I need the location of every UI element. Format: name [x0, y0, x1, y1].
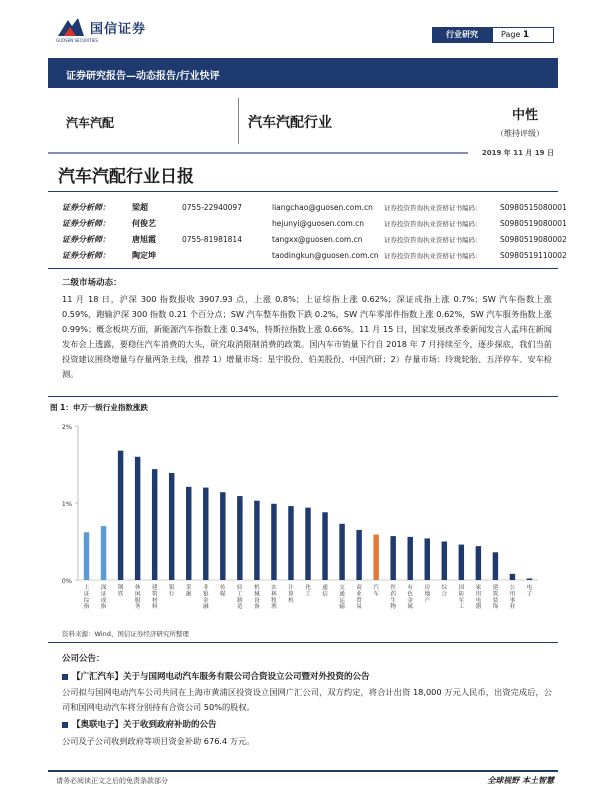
y-tick-label: 2%	[61, 423, 72, 431]
analyst-email[interactable]: tangxx@guosen.com.cn	[272, 235, 363, 244]
x-tick-label	[390, 583, 396, 610]
cert-label: 证券投资咨询执业资格证书编码：	[384, 204, 482, 212]
x-tick-char: 工	[305, 591, 311, 598]
x-tick-char: 务	[134, 604, 141, 611]
bar	[118, 451, 123, 580]
x-tick-char: 媒	[220, 591, 226, 598]
divider	[48, 396, 558, 397]
bar	[186, 487, 191, 580]
sector-row	[48, 92, 558, 152]
x-tick-char: 渔	[271, 604, 277, 611]
cert-number: S0980519110002	[500, 251, 567, 260]
report-date: 2019 年 11 月 19 日	[481, 149, 554, 157]
figure-source: 资料来源：Wind、国信证券经济研究所整理	[62, 630, 189, 638]
x-tick-char: 电	[526, 585, 533, 591]
date-line	[48, 148, 558, 158]
bullet-icon	[62, 674, 68, 680]
x-tick-char: 防	[458, 591, 465, 598]
bar-chart	[48, 414, 558, 624]
x-tick-char: 指	[100, 604, 107, 611]
x-tick-char: 金	[202, 597, 209, 604]
page-indicator	[492, 27, 554, 43]
x-tick-char: 色	[407, 591, 414, 598]
rating-note: （维持评级）	[496, 129, 544, 138]
x-tick-char: 汽	[373, 585, 379, 591]
bar	[84, 532, 89, 580]
x-tick-label	[493, 583, 499, 610]
x-tick-char: 建	[492, 585, 499, 591]
x-tick-char: 指	[83, 604, 90, 611]
x-tick-char: 掘	[185, 591, 192, 598]
banner-text: 证券研究报告—动态报告/行业快评	[66, 71, 220, 82]
bar	[442, 542, 447, 581]
analyst-role: 证券分析师：	[62, 235, 110, 244]
x-tick-label	[135, 583, 141, 610]
x-tick-char: 业	[509, 604, 516, 611]
bar	[373, 535, 378, 580]
x-tick-char: 融	[202, 604, 209, 611]
x-tick-label	[271, 583, 277, 610]
x-tick-char: 通	[339, 591, 345, 598]
x-tick-char: 医	[390, 585, 396, 591]
x-tick-char: 传	[220, 585, 226, 591]
x-tick-char: 运	[339, 597, 345, 604]
x-tick-char: 深	[100, 585, 107, 591]
x-tick-char: 休	[134, 585, 141, 591]
x-tick-char: 轻	[237, 585, 243, 591]
analyst-list	[62, 202, 567, 266]
x-tick-label	[441, 583, 447, 597]
x-tick-label	[407, 583, 413, 610]
x-tick-char: 设	[254, 597, 260, 604]
x-tick-char: 制	[237, 597, 243, 604]
x-tick-char: 综	[441, 585, 448, 591]
x-tick-char: 材	[151, 597, 158, 604]
company-logo	[56, 16, 146, 38]
x-tick-char: 机	[254, 585, 260, 591]
report-banner	[48, 58, 558, 88]
x-tick-label	[169, 583, 175, 597]
bar	[510, 574, 515, 580]
x-tick-label	[459, 583, 465, 610]
x-tick-char: 上	[83, 585, 90, 591]
x-tick-char: 药	[390, 591, 396, 598]
bar	[288, 506, 293, 580]
analyst-role: 证券分析师：	[62, 251, 110, 260]
company-heading: 公司公告：	[62, 654, 105, 664]
market-heading: 二级市场动态：	[62, 278, 122, 288]
x-tick-char: 商	[356, 585, 362, 591]
bar	[169, 473, 174, 580]
analyst-name: 陶定坤	[132, 251, 156, 260]
x-tick-char: 通	[322, 585, 328, 591]
page-label: Page	[501, 30, 521, 39]
industry-name: 汽车汽配行业	[248, 115, 332, 131]
bar	[356, 530, 361, 580]
x-tick-char: 机	[288, 597, 294, 604]
figure-caption: 图 1：申万一级行业指数涨跌	[50, 403, 148, 412]
x-tick-char: 贸	[356, 597, 362, 604]
analyst-role: 证券分析师：	[62, 203, 110, 212]
analyst-row	[62, 202, 567, 218]
x-tick-char: 化	[305, 585, 311, 591]
analyst-row	[62, 218, 567, 234]
bar	[339, 524, 344, 580]
logo-subtext: GUOSEN SECURITIES	[56, 38, 98, 43]
x-tick-char: 工	[237, 591, 243, 598]
report-title: 汽车汽配行业日报	[58, 167, 194, 187]
x-tick-label	[220, 583, 226, 597]
footer-slogan: 全球视野 本土智慧	[487, 776, 554, 785]
bar	[135, 457, 140, 580]
page-number: 1	[522, 30, 530, 40]
report-type-tag: 行业研究	[432, 27, 492, 43]
x-tick-char: 算	[288, 591, 294, 598]
y-tick-label: 1%	[61, 500, 72, 508]
x-tick-label	[118, 583, 124, 597]
announcement-title	[62, 718, 217, 730]
bar	[271, 504, 276, 580]
x-tick-label	[373, 583, 379, 597]
announcement-title	[62, 670, 370, 682]
x-tick-char: 家	[475, 585, 482, 591]
cert-label: 证券投资咨询执业资格证书编码：	[384, 236, 482, 244]
x-tick-char: 钢	[117, 585, 124, 591]
x-tick-char: 牧	[271, 597, 277, 604]
bar	[493, 552, 498, 580]
x-tick-char: 车	[373, 591, 379, 598]
x-tick-char: 信	[322, 591, 328, 598]
x-tick-label	[339, 583, 345, 610]
bar	[220, 492, 225, 580]
cert-label: 证券投资咨询执业资格证书编码：	[384, 252, 482, 260]
divider	[48, 268, 558, 269]
x-tick-char: 产	[424, 597, 431, 604]
bar	[152, 469, 157, 580]
x-tick-char: 金	[407, 597, 414, 604]
logo-icon	[56, 16, 86, 38]
bar	[254, 501, 259, 580]
x-tick-char: 采	[185, 585, 192, 591]
x-tick-char: 军	[458, 597, 465, 604]
y-tick-label: 0%	[61, 577, 72, 585]
bar	[390, 536, 395, 580]
x-tick-char: 器	[475, 604, 482, 611]
x-tick-char: 证	[100, 591, 107, 598]
analyst-phone: 0755-22940097	[182, 203, 242, 212]
bar	[322, 512, 327, 580]
x-tick-char: 械	[254, 591, 260, 598]
x-tick-char: 饰	[492, 604, 499, 611]
bar	[203, 488, 208, 580]
x-tick-char: 有	[407, 585, 414, 591]
bar	[459, 545, 464, 580]
bar	[407, 537, 412, 580]
announcement-body: 公司及子公司收到政府等项目资金补助 676.4 万元。	[62, 736, 255, 746]
analyst-row	[62, 250, 567, 266]
analyst-email[interactable]: hejunyi@guosen.com.cn	[272, 219, 365, 228]
x-tick-char: 用	[509, 591, 516, 598]
x-tick-char: 地	[424, 591, 431, 598]
x-tick-char: 属	[407, 604, 414, 611]
cert-label: 证券投资咨询执业资格证书编码：	[384, 220, 482, 228]
x-tick-char: 造	[237, 604, 243, 611]
analyst-name: 梁超	[132, 203, 148, 212]
cert-number: S0980519080001	[500, 219, 567, 228]
x-tick-char: 公	[509, 585, 516, 591]
x-tick-char: 银	[168, 585, 175, 591]
logo-text: 国信证券	[90, 21, 147, 37]
footer-disclaimer: 请务必阅读正文之后的免责条款部分	[56, 777, 168, 785]
x-tick-char: 业	[356, 591, 362, 598]
x-tick-char: 交	[339, 585, 345, 591]
x-tick-char: 银	[202, 591, 209, 598]
x-tick-label	[356, 583, 362, 610]
sector-name: 汽车汽配	[66, 116, 115, 130]
announcement-body: 公司拟与国网电动汽车公司共同在上海市黄浦区投资设立国网广汇公司，双方约定，将合计出资 18,000 万元人民币，出资完成后，公司和国网电动汽车将分别持有合资公司 50%的股权。	[62, 687, 552, 712]
analyst-email[interactable]: liangchao@guosen.com.cn	[272, 203, 373, 212]
x-tick-label	[101, 583, 107, 610]
bar	[476, 546, 481, 580]
x-tick-char: 农	[271, 585, 277, 591]
bar	[527, 578, 532, 580]
x-tick-char: 证	[83, 591, 90, 598]
divider	[48, 191, 558, 192]
x-tick-char: 事	[509, 597, 516, 604]
x-tick-label	[237, 583, 243, 610]
x-tick-label	[322, 583, 328, 597]
x-tick-char: 料	[151, 604, 158, 611]
analyst-name: 唐旭霞	[132, 235, 156, 244]
market-paragraph: 11 月 18 日，沪深 300 指数报收 3907.93 点，上涨 0.8%；上证综指上涨 0.62%；深证成指上涨 0.7%；SW 汽车指数上涨 0.59%，跑输沪深 300 指数 0.21 个百分点；SW 汽车整车指数下跌 0.2%，SW 汽车零部件指数上涨 0.62%，SW 汽车服务指数上涨 0.99%；概念板块方面，新能源汽车指数上涨 0.34%，特斯拉指数上涨 0.66%。11 月 15 日，国家发展改革委新闻发言人孟玮在新闻发布会上透露，要稳住汽车消费的大头，研究取消限制消费的政策。国内车市销量下行自 2018 年 7 月持续至今，逐步探底，我们当前投资建议围绕增量与存量两条主线，推荐 1）增量市场：星宇股份、伯美股份、中国汽研；2）存量市场：玲珑轮胎、五洋停车、安车检测。	[62, 294, 552, 379]
x-tick-char: 筑	[151, 591, 158, 598]
x-tick-char: 计	[288, 585, 294, 591]
x-tick-char: 易	[356, 604, 362, 611]
x-tick-char: 装	[492, 597, 499, 604]
x-tick-label	[203, 583, 209, 610]
x-tick-char: 国	[458, 585, 465, 591]
x-tick-char: 物	[390, 604, 396, 611]
x-tick-label	[305, 583, 311, 597]
x-tick-label	[84, 583, 90, 610]
x-tick-char: 铁	[117, 591, 124, 598]
analyst-name: 何俊艺	[132, 219, 156, 228]
bullet-icon	[62, 722, 68, 728]
x-tick-char: 闲	[134, 591, 141, 598]
analyst-row	[62, 234, 567, 250]
x-tick-char: 电	[475, 597, 482, 604]
x-tick-char: 合	[441, 591, 448, 598]
cert-number: S0980519080002	[500, 235, 567, 244]
x-tick-char: 输	[339, 604, 345, 611]
x-tick-label	[186, 583, 192, 597]
x-tick-label	[254, 583, 260, 610]
x-tick-char: 综	[83, 597, 90, 604]
cert-number: S0980515080001	[500, 203, 567, 212]
x-tick-char: 子	[526, 591, 533, 598]
x-tick-label	[152, 583, 158, 610]
announcement-title-text: 【广汇汽车】关于与国网电动汽车服务有限公司合资设立公司暨对外投资的公告	[72, 672, 370, 682]
chart-svg	[48, 414, 558, 624]
divider	[48, 642, 558, 643]
x-tick-char: 生	[390, 597, 396, 604]
rating: 中性	[511, 108, 538, 123]
bar	[425, 538, 430, 580]
x-tick-char: 建	[151, 585, 158, 591]
x-tick-char: 非	[202, 585, 209, 591]
x-tick-char: 成	[100, 597, 107, 604]
analyst-email[interactable]: taodingkun@guosen.com.cn	[272, 251, 379, 260]
top-header	[0, 0, 600, 56]
x-tick-char: 林	[271, 591, 277, 598]
x-tick-char: 备	[254, 604, 260, 611]
x-tick-label	[527, 583, 533, 597]
divider	[48, 770, 558, 772]
x-tick-char: 工	[458, 604, 465, 611]
x-tick-char: 行	[168, 591, 175, 598]
bar	[237, 496, 242, 580]
x-tick-label	[424, 583, 430, 604]
analyst-phone: 0755-81981814	[182, 235, 242, 244]
x-tick-label	[510, 585, 516, 610]
x-tick-char: 服	[134, 597, 141, 604]
x-tick-char: 筑	[492, 591, 499, 598]
divider	[48, 152, 468, 154]
x-tick-label	[476, 583, 482, 610]
bar	[101, 526, 106, 580]
announcement-title-text: 【奥联电子】关于收到政府补助的公告	[72, 720, 217, 730]
divider	[238, 98, 239, 144]
x-tick-label	[288, 583, 294, 604]
x-tick-char: 房	[424, 585, 431, 591]
analyst-role: 证券分析师：	[62, 219, 110, 228]
bar	[305, 508, 310, 580]
x-tick-char: 用	[475, 591, 482, 598]
